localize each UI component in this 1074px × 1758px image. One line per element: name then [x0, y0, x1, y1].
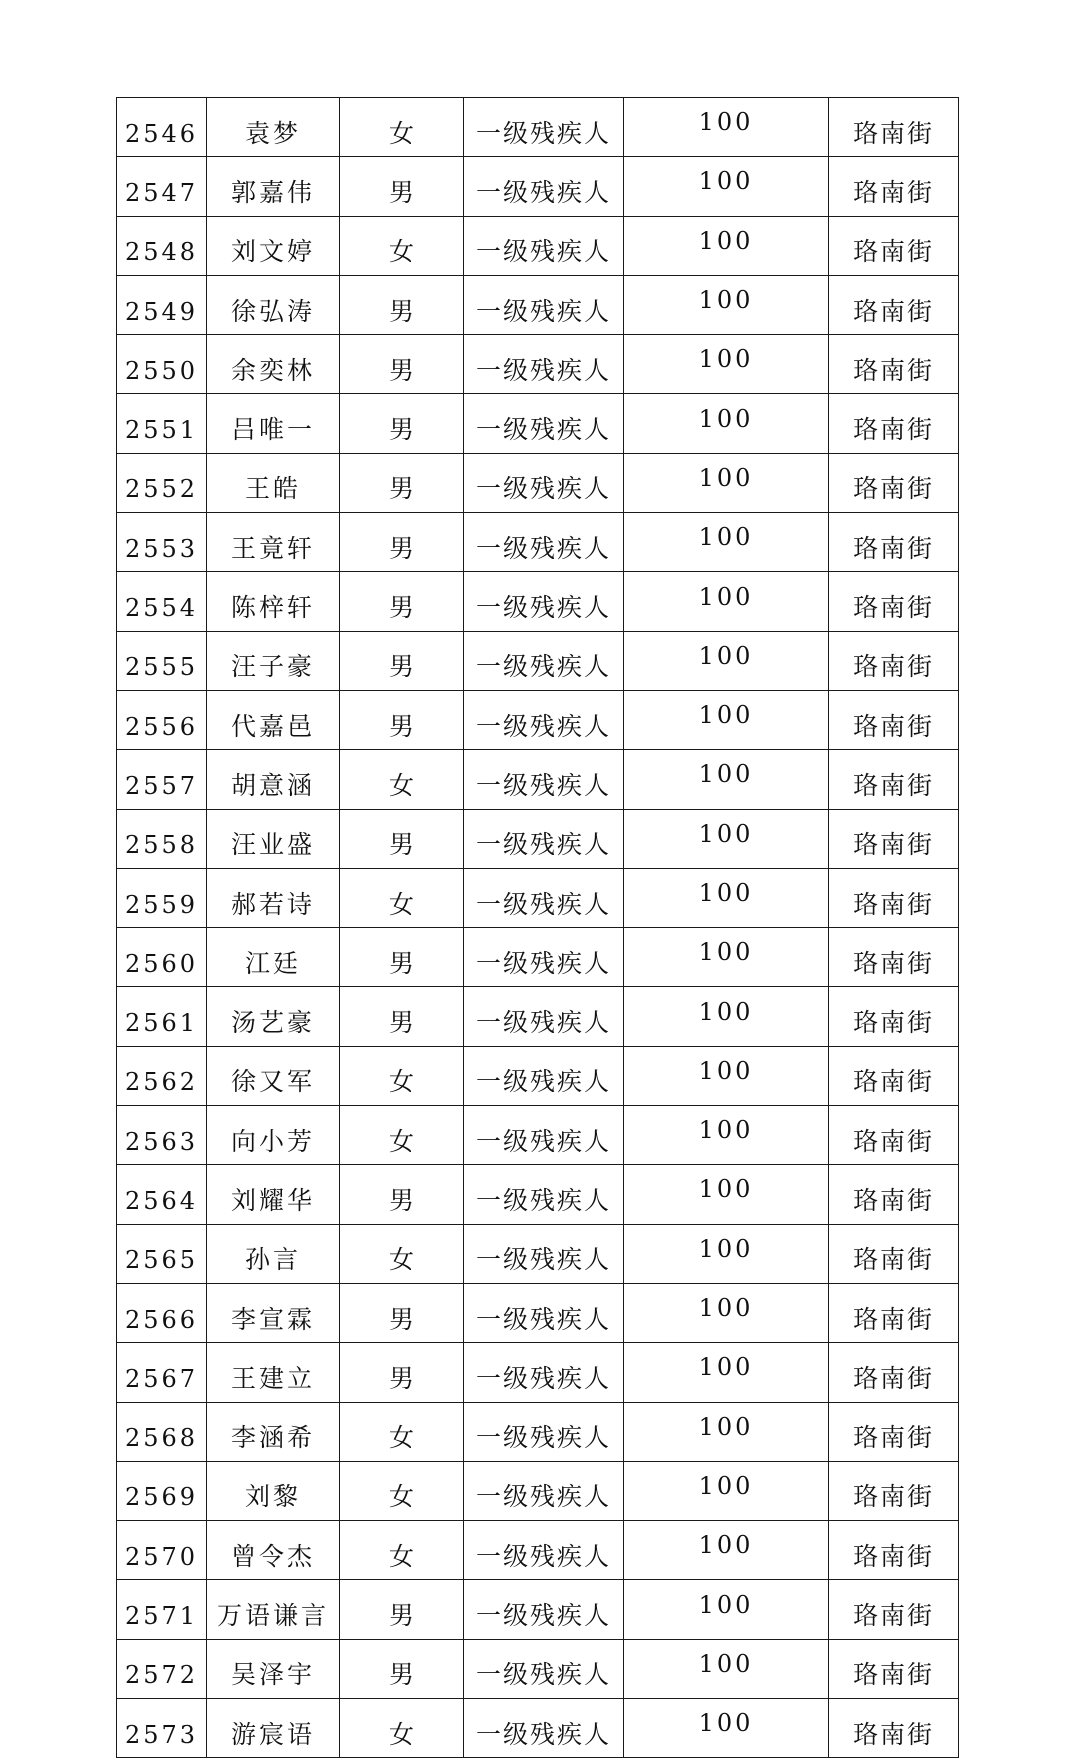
gender-cell: 男 [340, 690, 464, 749]
amount-cell: 100 [624, 275, 829, 334]
amount-cell: 100 [624, 394, 829, 453]
gender-cell: 男 [340, 987, 464, 1046]
table-row [117, 453, 959, 512]
amount-cell: 100 [624, 453, 829, 512]
disability-category-cell: 一级残疾人 [464, 1639, 624, 1698]
serial-number-cell: 2547 [117, 157, 207, 216]
gender-cell: 女 [340, 1224, 464, 1283]
table-row [117, 335, 959, 394]
serial-number-cell: 2553 [117, 513, 207, 572]
amount-cell: 100 [624, 216, 829, 275]
street-cell: 珞南街 [829, 987, 959, 1046]
name-cell: 吕唯一 [207, 394, 340, 453]
amount-cell: 100 [624, 513, 829, 572]
disability-category-cell: 一级残疾人 [464, 275, 624, 334]
amount-cell: 100 [624, 868, 829, 927]
serial-number-cell: 2568 [117, 1402, 207, 1461]
disability-category-cell: 一级残疾人 [464, 216, 624, 275]
disability-category-cell: 一级残疾人 [464, 809, 624, 868]
amount-cell: 100 [624, 572, 829, 631]
serial-number-cell: 2558 [117, 809, 207, 868]
table-row [117, 1283, 959, 1342]
table-row [117, 1106, 959, 1165]
table-row [117, 157, 959, 216]
amount-cell: 100 [624, 1521, 829, 1580]
street-cell: 珞南街 [829, 1283, 959, 1342]
gender-cell: 女 [340, 98, 464, 157]
street-cell: 珞南街 [829, 157, 959, 216]
name-cell: 刘文婷 [207, 216, 340, 275]
serial-number-cell: 2557 [117, 750, 207, 809]
gender-cell: 女 [340, 1046, 464, 1105]
disability-category-cell: 一级残疾人 [464, 335, 624, 394]
street-cell: 珞南街 [829, 1106, 959, 1165]
serial-number-cell: 2566 [117, 1283, 207, 1342]
street-cell: 珞南街 [829, 572, 959, 631]
disability-category-cell: 一级残疾人 [464, 1165, 624, 1224]
gender-cell: 男 [340, 394, 464, 453]
disability-category-cell: 一级残疾人 [464, 1046, 624, 1105]
gender-cell: 男 [340, 335, 464, 394]
table-row [117, 868, 959, 927]
amount-cell: 100 [624, 1402, 829, 1461]
name-cell: 孙言 [207, 1224, 340, 1283]
name-cell: 郝若诗 [207, 868, 340, 927]
street-cell: 珞南街 [829, 868, 959, 927]
disability-category-cell: 一级残疾人 [464, 98, 624, 157]
disability-category-cell: 一级残疾人 [464, 1580, 624, 1639]
disability-category-cell: 一级残疾人 [464, 1402, 624, 1461]
street-cell: 珞南街 [829, 1521, 959, 1580]
roster-table [116, 97, 959, 1758]
name-cell: 汤艺豪 [207, 987, 340, 1046]
name-cell: 刘耀华 [207, 1165, 340, 1224]
table-row [117, 690, 959, 749]
gender-cell: 男 [340, 275, 464, 334]
gender-cell: 女 [340, 1402, 464, 1461]
table-row [117, 1224, 959, 1283]
serial-number-cell: 2563 [117, 1106, 207, 1165]
name-cell: 胡意涵 [207, 750, 340, 809]
name-cell: 吴泽宇 [207, 1639, 340, 1698]
serial-number-cell: 2548 [117, 216, 207, 275]
amount-cell: 100 [624, 98, 829, 157]
disability-category-cell: 一级残疾人 [464, 690, 624, 749]
name-cell: 向小芳 [207, 1106, 340, 1165]
table-row [117, 1402, 959, 1461]
street-cell: 珞南街 [829, 1580, 959, 1639]
street-cell: 珞南街 [829, 1639, 959, 1698]
name-cell: 汪子豪 [207, 631, 340, 690]
name-cell: 汪业盛 [207, 809, 340, 868]
serial-number-cell: 2546 [117, 98, 207, 157]
amount-cell: 100 [624, 1580, 829, 1639]
gender-cell: 男 [340, 157, 464, 216]
serial-number-cell: 2572 [117, 1639, 207, 1698]
disability-category-cell: 一级残疾人 [464, 868, 624, 927]
table-row [117, 572, 959, 631]
amount-cell: 100 [624, 1699, 829, 1758]
table-row [117, 1046, 959, 1105]
serial-number-cell: 2571 [117, 1580, 207, 1639]
gender-cell: 男 [340, 1165, 464, 1224]
disability-category-cell: 一级残疾人 [464, 928, 624, 987]
disability-category-cell: 一级残疾人 [464, 750, 624, 809]
street-cell: 珞南街 [829, 216, 959, 275]
amount-cell: 100 [624, 1639, 829, 1698]
name-cell: 李涵希 [207, 1402, 340, 1461]
amount-cell: 100 [624, 987, 829, 1046]
table-row [117, 809, 959, 868]
name-cell: 万语谦言 [207, 1580, 340, 1639]
disability-category-cell: 一级残疾人 [464, 631, 624, 690]
serial-number-cell: 2562 [117, 1046, 207, 1105]
amount-cell: 100 [624, 928, 829, 987]
disability-category-cell: 一级残疾人 [464, 513, 624, 572]
serial-number-cell: 2570 [117, 1521, 207, 1580]
table-row [117, 1639, 959, 1698]
serial-number-cell: 2560 [117, 928, 207, 987]
street-cell: 珞南街 [829, 1699, 959, 1758]
serial-number-cell: 2551 [117, 394, 207, 453]
serial-number-cell: 2569 [117, 1461, 207, 1520]
table-row [117, 1580, 959, 1639]
disability-category-cell: 一级残疾人 [464, 572, 624, 631]
name-cell: 江廷 [207, 928, 340, 987]
street-cell: 珞南街 [829, 1343, 959, 1402]
amount-cell: 100 [624, 1165, 829, 1224]
serial-number-cell: 2559 [117, 868, 207, 927]
gender-cell: 男 [340, 1580, 464, 1639]
disability-category-cell: 一级残疾人 [464, 1521, 624, 1580]
street-cell: 珞南街 [829, 394, 959, 453]
name-cell: 袁梦 [207, 98, 340, 157]
street-cell: 珞南街 [829, 690, 959, 749]
name-cell: 徐弘涛 [207, 275, 340, 334]
disability-category-cell: 一级残疾人 [464, 157, 624, 216]
name-cell: 李宣霖 [207, 1283, 340, 1342]
amount-cell: 100 [624, 1046, 829, 1105]
gender-cell: 男 [340, 1639, 464, 1698]
street-cell: 珞南街 [829, 1402, 959, 1461]
table-row [117, 275, 959, 334]
serial-number-cell: 2564 [117, 1165, 207, 1224]
amount-cell: 100 [624, 1283, 829, 1342]
amount-cell: 100 [624, 1106, 829, 1165]
gender-cell: 男 [340, 572, 464, 631]
table-row [117, 750, 959, 809]
street-cell: 珞南街 [829, 513, 959, 572]
table-row [117, 1521, 959, 1580]
amount-cell: 100 [624, 335, 829, 394]
street-cell: 珞南街 [829, 335, 959, 394]
table-row [117, 631, 959, 690]
name-cell: 曾令杰 [207, 1521, 340, 1580]
gender-cell: 女 [340, 1461, 464, 1520]
serial-number-cell: 2573 [117, 1699, 207, 1758]
table-row [117, 1699, 959, 1758]
name-cell: 王建立 [207, 1343, 340, 1402]
gender-cell: 男 [340, 513, 464, 572]
gender-cell: 男 [340, 631, 464, 690]
roster-table-body [117, 98, 959, 1758]
disability-category-cell: 一级残疾人 [464, 1461, 624, 1520]
gender-cell: 女 [340, 868, 464, 927]
serial-number-cell: 2549 [117, 275, 207, 334]
name-cell: 余奕林 [207, 335, 340, 394]
name-cell: 刘黎 [207, 1461, 340, 1520]
amount-cell: 100 [624, 631, 829, 690]
amount-cell: 100 [624, 1343, 829, 1402]
street-cell: 珞南街 [829, 809, 959, 868]
disability-category-cell: 一级残疾人 [464, 394, 624, 453]
street-cell: 珞南街 [829, 928, 959, 987]
amount-cell: 100 [624, 1461, 829, 1520]
amount-cell: 100 [624, 750, 829, 809]
serial-number-cell: 2554 [117, 572, 207, 631]
amount-cell: 100 [624, 157, 829, 216]
table-row [117, 987, 959, 1046]
table-row [117, 1165, 959, 1224]
street-cell: 珞南街 [829, 275, 959, 334]
serial-number-cell: 2550 [117, 335, 207, 394]
street-cell: 珞南街 [829, 1165, 959, 1224]
name-cell: 郭嘉伟 [207, 157, 340, 216]
disability-category-cell: 一级残疾人 [464, 987, 624, 1046]
table-row [117, 928, 959, 987]
disability-category-cell: 一级残疾人 [464, 1343, 624, 1402]
disability-category-cell: 一级残疾人 [464, 1224, 624, 1283]
disability-category-cell: 一级残疾人 [464, 1699, 624, 1758]
disability-category-cell: 一级残疾人 [464, 1106, 624, 1165]
gender-cell: 女 [340, 1699, 464, 1758]
name-cell: 王皓 [207, 453, 340, 512]
serial-number-cell: 2555 [117, 631, 207, 690]
name-cell: 陈梓轩 [207, 572, 340, 631]
table-row [117, 513, 959, 572]
disability-category-cell: 一级残疾人 [464, 1283, 624, 1342]
gender-cell: 男 [340, 1343, 464, 1402]
name-cell: 王竟轩 [207, 513, 340, 572]
street-cell: 珞南街 [829, 1224, 959, 1283]
table-row [117, 1461, 959, 1520]
amount-cell: 100 [624, 690, 829, 749]
street-cell: 珞南街 [829, 750, 959, 809]
table-row [117, 394, 959, 453]
table-row [117, 216, 959, 275]
gender-cell: 女 [340, 750, 464, 809]
serial-number-cell: 2561 [117, 987, 207, 1046]
name-cell: 代嘉邑 [207, 690, 340, 749]
serial-number-cell: 2556 [117, 690, 207, 749]
street-cell: 珞南街 [829, 1046, 959, 1105]
table-row [117, 1343, 959, 1402]
gender-cell: 男 [340, 928, 464, 987]
amount-cell: 100 [624, 809, 829, 868]
serial-number-cell: 2565 [117, 1224, 207, 1283]
street-cell: 珞南街 [829, 1461, 959, 1520]
amount-cell: 100 [624, 1224, 829, 1283]
serial-number-cell: 2567 [117, 1343, 207, 1402]
gender-cell: 男 [340, 809, 464, 868]
disability-category-cell: 一级残疾人 [464, 453, 624, 512]
gender-cell: 女 [340, 1521, 464, 1580]
table-row [117, 98, 959, 157]
name-cell: 徐又军 [207, 1046, 340, 1105]
name-cell: 游宸语 [207, 1699, 340, 1758]
gender-cell: 男 [340, 453, 464, 512]
gender-cell: 女 [340, 216, 464, 275]
gender-cell: 女 [340, 1106, 464, 1165]
street-cell: 珞南街 [829, 631, 959, 690]
gender-cell: 男 [340, 1283, 464, 1342]
street-cell: 珞南街 [829, 453, 959, 512]
serial-number-cell: 2552 [117, 453, 207, 512]
street-cell: 珞南街 [829, 98, 959, 157]
